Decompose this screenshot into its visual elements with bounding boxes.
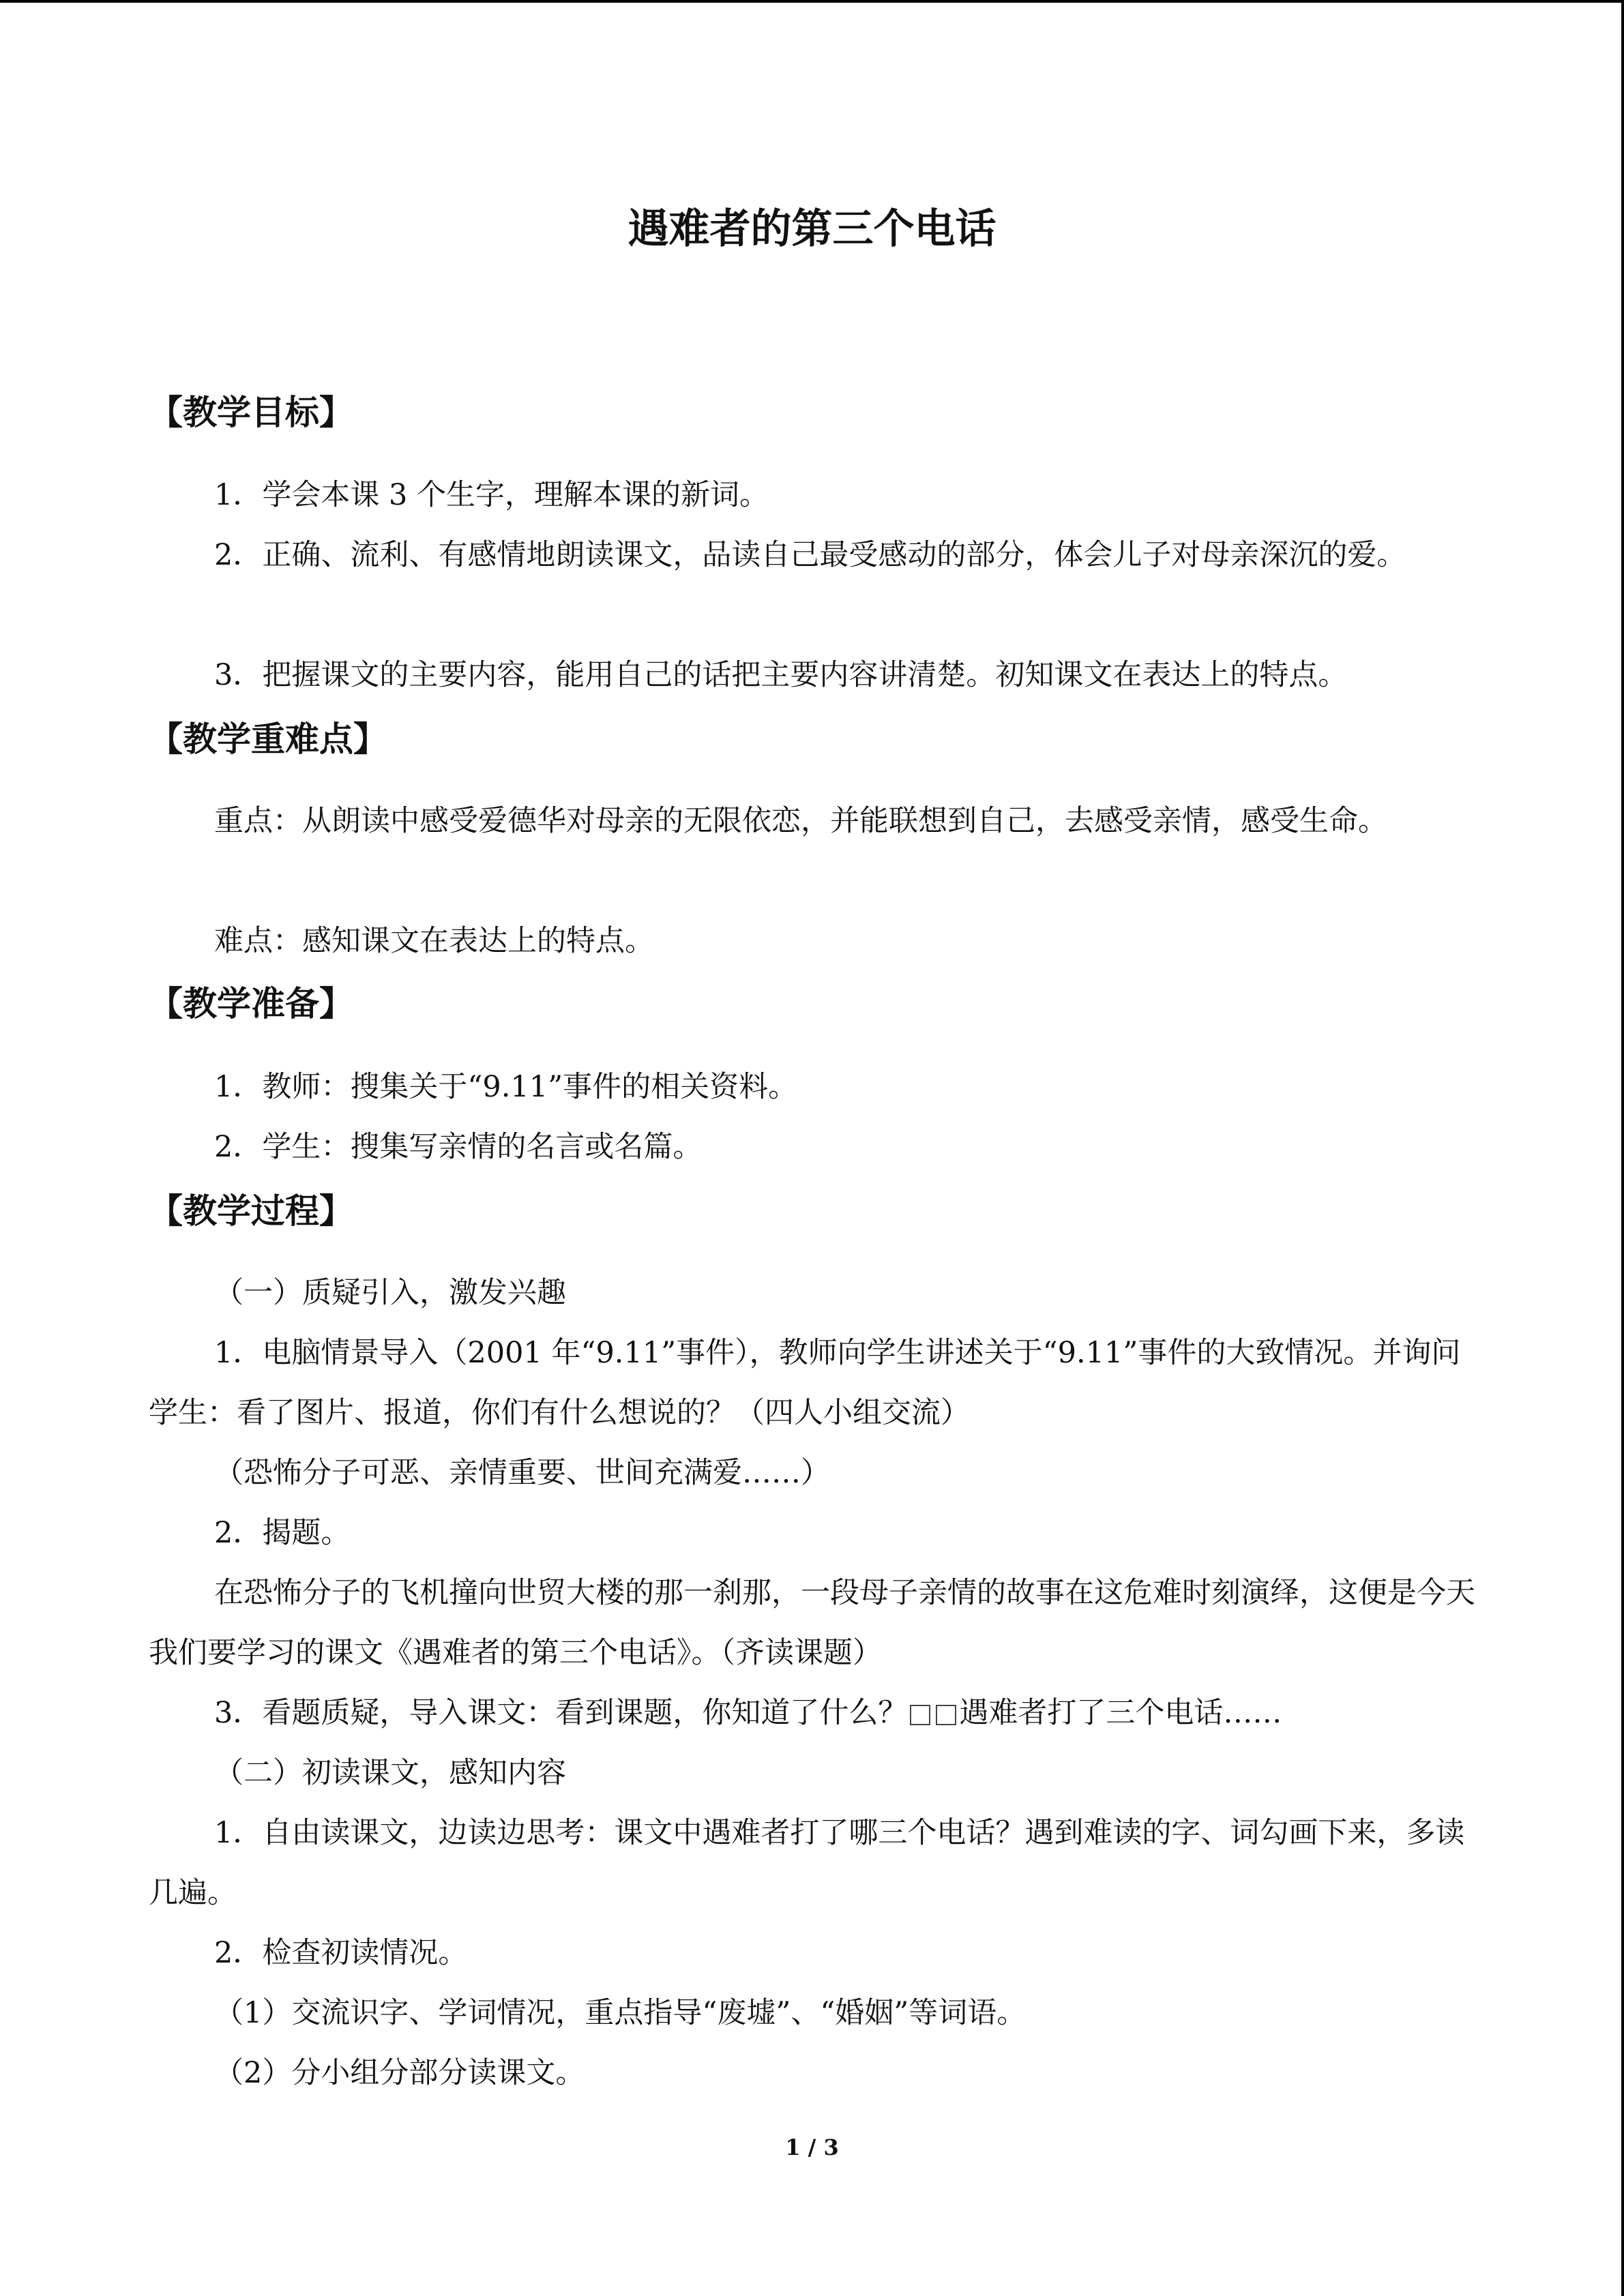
document-title: 遇难者的第三个电话: [628, 205, 996, 253]
key-point-item: 重点：从朗读中感受爱德华对母亲的无限依恋，并能联想到自己，去感受亲情，感受生命。: [214, 804, 1387, 838]
process-item-1: 1．电脑情景导入（2001 年“9.11”事件），教师向学生讲述关于“9.11”事件的大致情况。并询问学生：看了图片、报道，你们有什么想说的？（四人小组交流）: [149, 1336, 1461, 1430]
process-item-2: 2．揭题。: [214, 1516, 351, 1550]
process-step-subtitle-1: （一）质疑引入，激发兴趣: [214, 1276, 566, 1310]
preparation-item-2: 2．学生：搜集写亲情的名言或名篇。: [214, 1130, 703, 1164]
process-step-subtitle-2: （二）初读课文，感知内容: [214, 1756, 566, 1790]
heading-process: 【教学过程】: [149, 1191, 353, 1231]
preparation-item-1: 1．教师：搜集关于“9.11”事件的相关资料。: [214, 1070, 798, 1104]
process-item-5-1: （1）交流识字、学词情况，重点指导“废墟”、“婚姻”等词语。: [214, 1996, 1027, 2030]
placeholder-box-icon: [936, 1705, 956, 1725]
page-number: 1 / 3: [785, 2134, 839, 2160]
goal-item-1: 1．学会本课 3 个生字，理解本课的新词。: [214, 478, 769, 512]
heading-preparation: 【教学准备】: [149, 984, 353, 1024]
process-item-1-answer: （恐怖分子可恶、亲情重要、世间充满爱……）: [214, 1456, 830, 1490]
process-item-5: 2．检查初读情况。: [214, 1936, 468, 1970]
difficulty-item: 难点：感知课文在表达上的特点。: [214, 924, 654, 958]
process-item-4: 1．自由读课文，边读边思考：课文中遇难者打了哪三个电话？遇到难读的字、词勾画下来，多读几遍。: [149, 1816, 1465, 1910]
process-item-5-2: （2）分小组分部分读课文。: [214, 2056, 585, 2090]
goal-item-2: 2．正确、流利、有感情地朗读课文，品读自己最受感动的部分，体会儿子对母亲深沉的爱。: [214, 538, 1406, 572]
process-item-2-text: 在恐怖分子的飞机撞向世贸大楼的那一刹那，一段母子亲情的故事在这危难时刻演绎，这便是今天我们要学习的课文《遇难者的第三个电话》。（齐读课题）: [149, 1576, 1475, 1670]
goal-item-3: 3．把握课文的主要内容，能用自己的话把主要内容讲清楚。初知课文在表达上的特点。: [214, 658, 1348, 692]
process-item-3-answer: 遇难者打了三个电话……: [959, 1696, 1282, 1730]
heading-teaching-goals: 【教学目标】: [149, 393, 353, 432]
heading-key-points: 【教学重难点】: [149, 719, 387, 759]
placeholder-box-icon: [910, 1705, 930, 1725]
process-item-3-text: 3．看题质疑，导入课文：看到课题，你知道了什么？: [214, 1696, 908, 1730]
process-item-3: [149, 1683, 1475, 1743]
